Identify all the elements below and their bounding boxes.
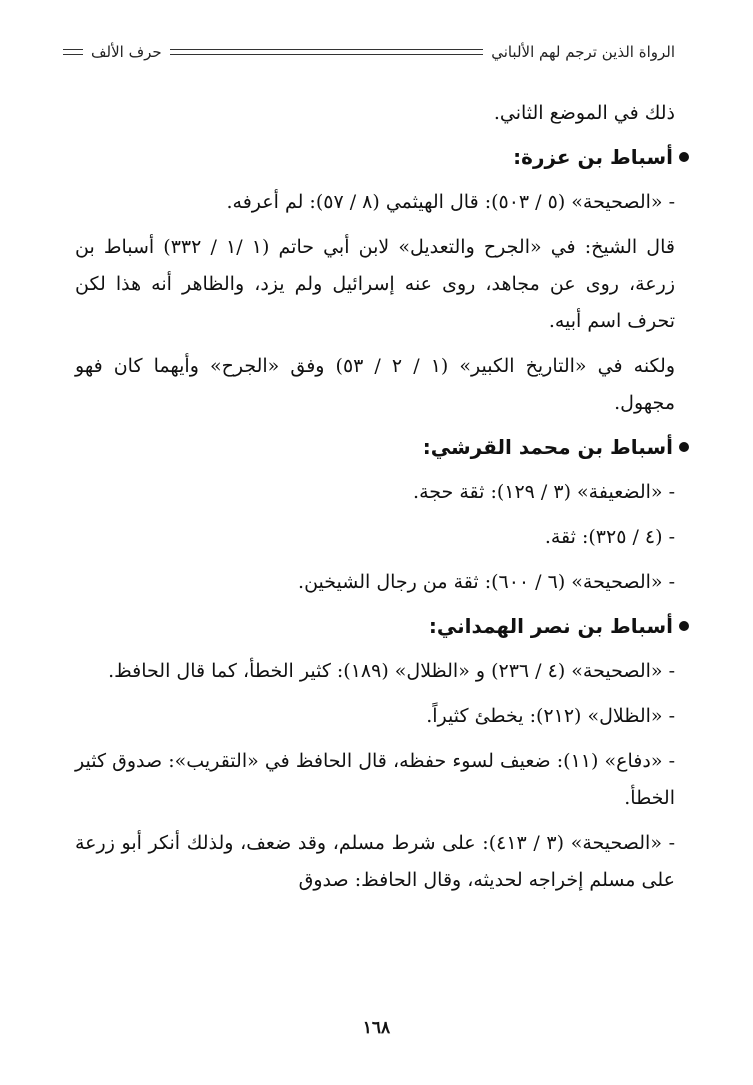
paragraph: - «الظلال» (٢١٢): يخطئ كثيراً. — [426, 705, 675, 727]
bullet-icon — [679, 152, 689, 162]
page-number: ١٦٨ — [362, 1018, 391, 1038]
paragraph: - «الصحيحة» (٥ / ٥٠٣): قال الهيثمي (٨ / ٥٧): لم أعرفه. — [226, 191, 675, 213]
paragraph: - «دفاع» (١١): ضعيف لسوء حفظه، قال الحافظ في «التقريب»: صدوق كثير الخطأ. — [75, 750, 675, 809]
paragraph: - «الصحيحة» (٣ / ٤١٣): على شرط مسلم، وقد ضعف، ولذلك أنكر أبو زرعة على مسلم إخراجه لحديثه، وقال الحافظ: صدوق — [75, 832, 676, 891]
paragraph: - «الصحيحة» (٤ / ٢٣٦) و «الظلال» (١٨٩): كثير الخطأ، كما قال الحافظ. — [108, 660, 675, 682]
header-section: حرف الألف — [91, 43, 162, 61]
entry-heading — [89, 140, 689, 174]
paragraph: ذلك في الموضع الثاني. — [493, 102, 675, 124]
header-rule-short — [63, 49, 83, 55]
paragraph: ولكنه في «التاريخ الكبير» (١ / ٢ / ٥٣) وفق «الجرح» وأيهما كان فهو مجهول. — [75, 355, 676, 414]
entry-heading-label: أسباط بن عزرة: — [513, 145, 673, 169]
paragraph: - (٤ / ٣٢٥): ثقة. — [544, 526, 675, 548]
bullet-icon — [679, 442, 689, 452]
running-header — [55, 38, 675, 66]
paragraph: - «الصحيحة» (٦ / ٦٠٠): ثقة من رجال الشيخين. — [298, 571, 675, 593]
entry-heading-label: أسباط بن محمد القرشي: — [422, 435, 673, 459]
paragraph: - «الضعيفة» (٣ / ١٢٩): ثقة حجة. — [413, 481, 675, 503]
paragraph: قال الشيخ: في «الجرح والتعديل» لابن أبي حاتم (١ /١ / ٣٣٢) أسباط بن زرعة، روى عن مجاهد، روى عنه إسرائيل ولم يزد، والظاهر أنه هذا لكن تحرف اسم أبيه. — [75, 236, 675, 332]
entry-heading — [89, 430, 689, 464]
bullet-icon — [679, 621, 689, 631]
header-title: الرواة الذين ترجم لهم الألباني — [491, 43, 675, 61]
entry-heading — [89, 609, 689, 643]
header-rule — [170, 49, 484, 55]
page-body — [75, 95, 675, 907]
entry-heading-label: أسباط بن نصر الهمداني: — [428, 614, 673, 638]
